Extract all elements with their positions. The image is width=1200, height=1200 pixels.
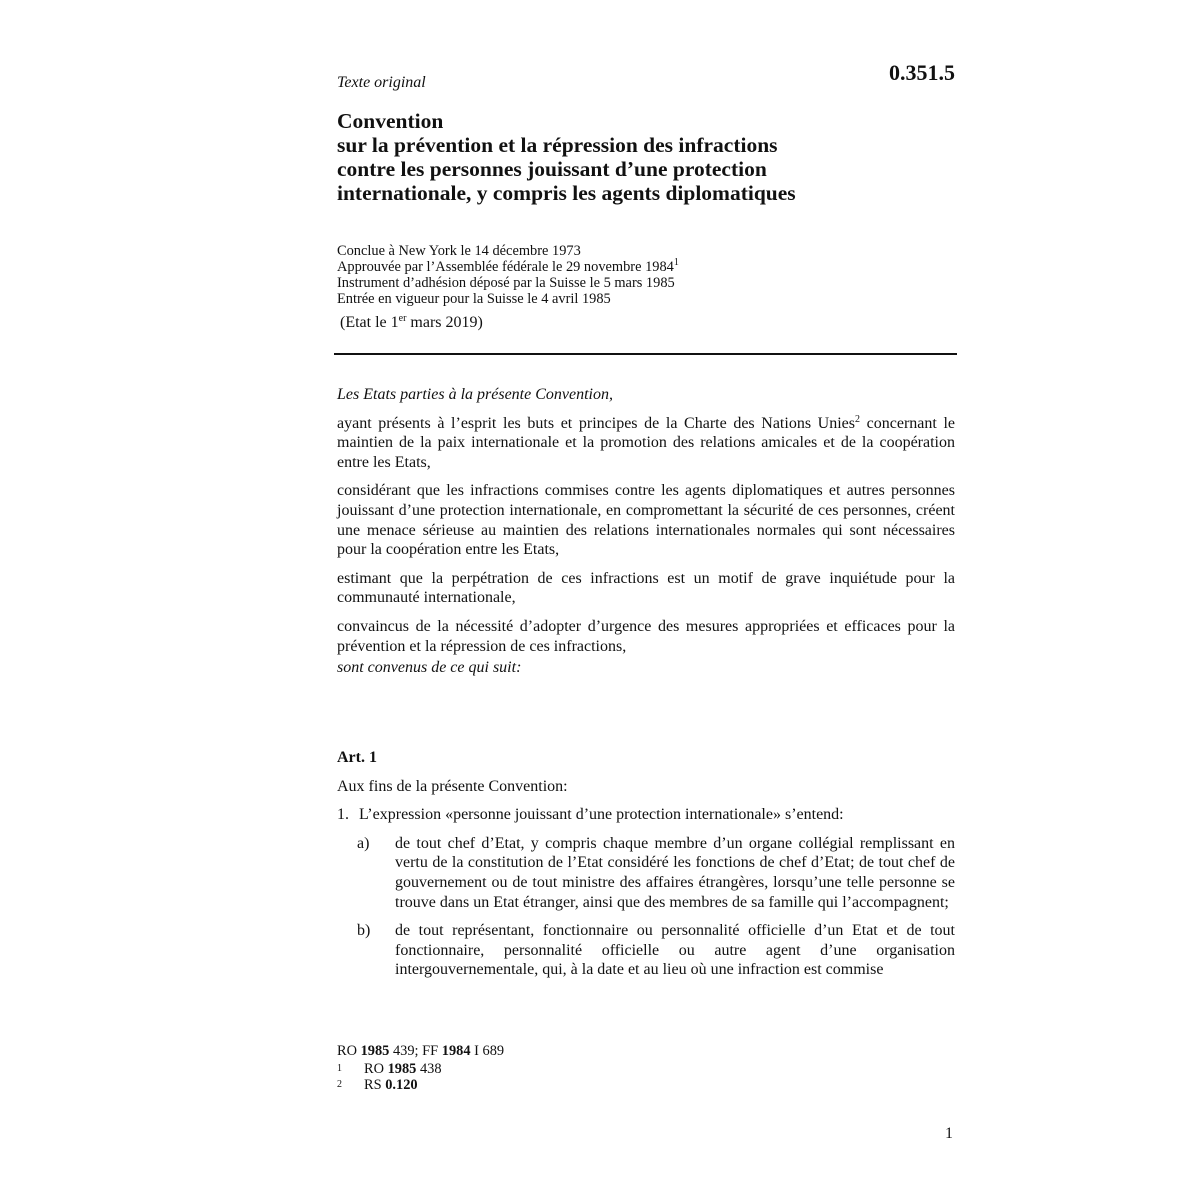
document-page (337, 0, 957, 1200)
sr-number: 0.351.5 (889, 60, 955, 85)
footnote-2 (337, 1077, 504, 1093)
subitem-text: de tout représentant, fonctionnaire ou personnalité officielle d’un Etat et de tout fonctionnaire, personnalité officielle ou autre agent d’une organisation intergouvernementale, qui, à la date et au lieu où une infraction est commise (395, 922, 955, 979)
footnote-ref-2: 2 (855, 413, 861, 425)
ff-page: I 689 (470, 1043, 505, 1059)
article-item-1 (337, 805, 955, 825)
article-intro: Aux fins de la présente Convention: (337, 777, 568, 795)
fn1-pre: RO (364, 1061, 388, 1077)
preamble-paragraph-2: considérant que les infractions commises contre les agents diplomatiques et autres personnes jouissant d’une protection internationale, en compromettant la sécurité de ces personnes, créent une menace sérieuse au maintien des relations internationales normales qui sont nécessaires pour la coopération entre les Etats, (337, 482, 955, 559)
item-text: L’expression «personne jouissant d’une protection internationale» s’entend: (359, 806, 844, 824)
title-line-3: contre les personnes jouissant d’une protection (337, 157, 767, 181)
date-entree: Entrée en vigueur pour la Suisse le 4 avril 1985 (337, 291, 611, 307)
preamble-paragraph-3: estimant que la perpétration de ces infractions est un motif de grave inquiétude pour la communauté internationale, (337, 569, 955, 607)
etat-sup: er (398, 313, 407, 324)
preamble-paragraph-4: convaincus de la nécessité d’adopter d’urgence des mesures appropriées et efficaces pour la prévention et la répression de ces infractions, (337, 617, 955, 655)
title-line-1: Convention (337, 109, 444, 133)
date-approuvee (337, 259, 679, 275)
footnote-1 (337, 1061, 504, 1077)
date-approuvee-text: Approuvée par l’Assemblée fédérale le 29 novembre 1984 (337, 259, 674, 275)
ff-year: 1984 (441, 1043, 471, 1059)
title-line-4: internationale, y compris les agents diplomatiques (337, 181, 796, 205)
preamble-intro: Les Etats parties à la présente Convention, (337, 386, 613, 403)
preamble-p1-a: ayant présents à l’esprit les buts et principes de la Charte des Nations Unies (337, 414, 856, 432)
etat-pre: (Etat le 1 (340, 314, 399, 331)
preamble (337, 385, 955, 687)
date-conclue: Conclue à New York le 14 décembre 1973 (337, 243, 581, 259)
subitem-letter: a) (357, 834, 370, 852)
fn2-pre: RS (364, 1077, 386, 1093)
fn1-year: 1985 (387, 1061, 417, 1077)
footnote-mark: 2 (337, 1079, 342, 1090)
footnote-source (337, 1043, 504, 1059)
etat-date (340, 314, 483, 332)
footnotes (337, 1043, 504, 1093)
document-title (337, 109, 957, 205)
ro-pre: RO (337, 1043, 361, 1059)
title-line-2: sur la prévention et la répression des infractions (337, 133, 778, 157)
footnote-ref-1: 1 (673, 257, 679, 268)
ro-page: 439; FF (389, 1043, 442, 1059)
date-instrument: Instrument d’adhésion déposé par la Suisse le 5 mars 1985 (337, 275, 675, 291)
article-1 (337, 748, 955, 989)
texte-original-label: Texte original (337, 74, 426, 91)
article-subitem-a (337, 834, 955, 912)
fn2-ref: 0.120 (385, 1077, 418, 1093)
preamble-closing: sont convenus de ce qui suit: (337, 659, 522, 677)
preamble-paragraph-1 (337, 414, 955, 473)
etat-post: mars 2019) (406, 314, 483, 331)
footnote-mark: 1 (337, 1063, 342, 1074)
item-number: 1. (337, 806, 349, 824)
ro-year: 1985 (360, 1043, 390, 1059)
article-subitem-b (337, 921, 955, 980)
page-number: 1 (945, 1125, 953, 1142)
header-divider (334, 353, 957, 355)
preamble-p1-b: concernant le maintien de la paix internationale et la promotion des relations amicales et de la coopération entre les Etats, (337, 414, 955, 471)
dates-block (337, 243, 679, 307)
fn1-page: 438 (416, 1061, 442, 1077)
article-title: Art. 1 (337, 749, 377, 766)
subitem-text: de tout chef d’Etat, y compris chaque membre d’un organe collégial remplissant en vertu de la constitution de l’Etat considéré les fonctions de chef d’Etat; de tout chef de gouvernement ou de tout ministre des affaires étrangères, lorsqu’une telle personne se trouve dans un Etat étranger, ainsi que des membres de sa famille qui l’accompagnent; (395, 834, 955, 911)
subitem-letter: b) (357, 922, 371, 940)
